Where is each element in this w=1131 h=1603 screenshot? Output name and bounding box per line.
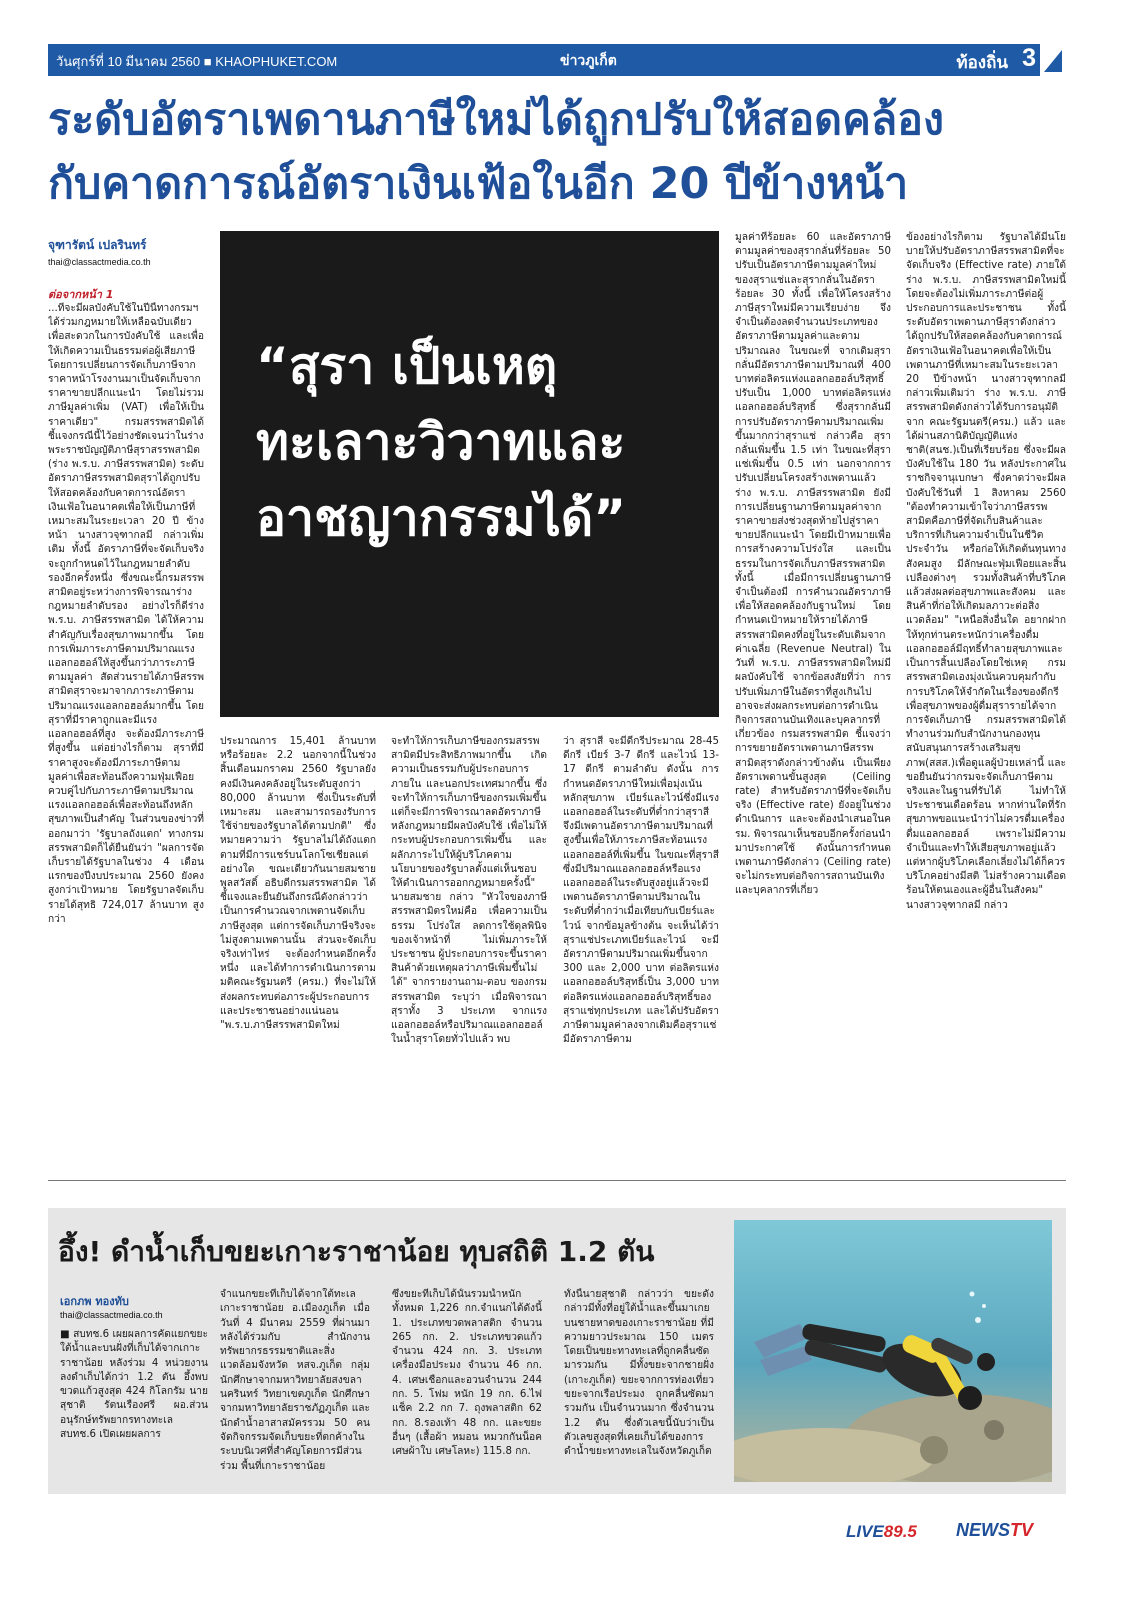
column-text: มูลค่าที่ร้อยละ 60 และอัตราภาษีตามมูลค่าของสุรากลั่นที่ร้อยละ 50 ปรับเป็นอัตราภาษีตามมูลค่าใหม่ของสุราแช่และสุรากลั่นในอัตราร้อยละ 30 ทั้งนี้ เพื่อให้โครงสร้างภาษีสุราใหม่มีความเรียบง่าย จึงจำเป็นต้องลดจำนวนประเภทของอัตราภาษีตามมูลค่าและตามปริมาณลง ในขณะที่ จากเดิมสุรากลั่นมีอัตราภาษีตามปริมาณที่ 400 บาทต่อลิตรแห่งแอลกอฮอล์บริสุทธิ์ปรับเป็น 1,000 บาทต่อลิตรแห่งแอลกอฮอล์บริสุทธิ์ ซึ่งสุรากลั่นมีการปรับอัตราภาษีตามปริมาณเพิ่มขึ้นมากกว่าสุราแช่ กล่าวคือ สุรากลั่นเพิ่มขึ้น 1.5 เท่า ในขณะที่สุราแช่เพิ่มขึ้น 0.5 เท่า นอกจากการปรับเปลี่ยนโครงสร้างเพดานแล้ว ร่าง พ.ร.บ. ภาษีสรรพสามิต ยังมีการเปลี่ยนฐานภาษีตามมูลค่าจากราคาขายส่งช่วงสุดท้ายไปสู่ราคาขายปลีกแนะนำ โดยมีเป้าหมายเพื่อการสร้างความโปร่งใส และเป็นธรรมในการจัดเก็บภาษีสรรพสามิตทั้งนี้ เมื่อมีการเปลี่ยนฐานภาษีจำเป็นต้องมี การคำนวณอัตราภาษีเพื่อให้สอดคล้องกับฐานใหม่ โดยกำหนดเป้าหมายให้รายได้ภาษีสรรพสามิตคงที่อยู่ในระดับเดิมจากค่าเฉลี่ย (Revenue Neutral) ในวันที่ พ.ร.บ. ภาษีสรรพสามิตใหม่มีผลบังคับใช้ จากข้อสงสัยที่ว่า การปรับเพิ่มภาษีในอัตราที่สูงเกินไป อาจจะส่งผลกระทบต่อการดำเนินกิจการสถานบันเทิงและบุคลากรที่เกี่ยวข้อง กรมสรรพสามิต ชี้แจงว่า การขยายอัตราเพดานภาษีสรรพสามิตสุราดังกล่าวข้างต้น เป็นเพียงอัตราเพดานขั้นสูงสุด (Ceiling rate) สำหรับอัตราภาษีที่จะจัดเก็บจริง (Effective rate) ยังอยู่ในช่วงดำเนินการ และจะต้องนำเสนอในครม. พิจารณาเห็นชอบอีกครั้งก่อนนำมาประกาศใช้ ดังนั้นการกำหนดเพดานภาษีดังกล่าว (Ceiling rate) จะไม่กระทบต่อกิจการสถานบันเทิงและบุคลากรที่เกี่ยว xyxy=(735,232,891,897)
headline-line-1: ระดับอัตราเพดานภาษีใหม่ได้ถูกปรับให้สอดคล้อง xyxy=(48,95,945,145)
page-number: 3 xyxy=(1022,44,1036,72)
pull-quote-line-3: อาชญากรรมได้” xyxy=(256,489,627,547)
live-radio-logo: LIVE89.5 xyxy=(846,1522,917,1541)
secondary-email: thai@classactmedia.co.th xyxy=(60,1310,163,1320)
pull-quote-line-2: ทะเลาะวิวาทและ xyxy=(256,413,626,471)
section-name: ท้องถิ่น xyxy=(956,53,1008,72)
article-column-1 xyxy=(48,302,204,1162)
headline-line-2: กับคาดการณ์อัตราเงินเฟ้อในอีก 20 ปีข้างหน้า xyxy=(48,159,909,209)
column-text: ข้องอย่างไรก็ตาม รัฐบาลได้มีนโยบายให้ปรับอัตราภาษีสรรพสามิตที่จะจัดเก็บจริง (Effective rate) ภายใต้ร่าง พ.ร.บ. ภาษีสรรพสามิตใหม่นี้ โดยจะต้องไม่เพิ่มภาระภาษีต่อผู้ประกอบการและประชาชน ทั้งนี้ ระดับอัตราเพดานภาษีสุราดังกล่าวได้ถูกปรับให้สอดคล้องกับคาดการณ์อัตราเงินเฟ้อในอนาคตเพื่อให้เป็นเพดานภาษีที่เหมาะสมในระยะเวลา 20 ปีข้างหน้า นางสาวจุฑากลมี กล่าวเพิ่มเติมว่า ร่าง พ.ร.บ. ภาษีสรรพสามิตดังกล่าวได้รับการอนุมัติจาก คณะรัฐมนตรี(ครม.) แล้ว และได้ผ่านสภานิติบัญญัติแห่งชาติ(สนช.)เป็นที่เรียบร้อย ซึ่งจะมีผลบังคับใช้ใน 180 วัน หลังประกาศในราชกิจจานุเบกษา ซึ่งคาดว่าจะมีผลบังคับใช้วันที่ 1 สิงหาคม 2560 "ต้องทำความเข้าใจว่าภาษีสรรพสามิตคือภาษีที่จัดเก็บสินค้าและบริการที่เกินความจำเป็นในชีวิตประจำวัน หรือก่อให้เกิดต้นทุนทางสังคมสูง มีลักษณะฟุ่มเฟือยและสิ้นเปลืองต่างๆ รวมทั้งสินค้าที่บริโภคแล้วส่งผลต่อสุขภาพและสังคม และสินค้าที่ก่อให้เกิดมลภาวะต่อสิ่งแวดล้อม" "เหนือสิ่งอื่นใด อยากฝากให้ทุกท่านตระหนักว่าเครื่องดื่มแอลกอฮอล์มีฤทธิ์ทำลายสุขภาพและเป็นการสิ้นเปลืองโดยใช่เหตุ กรมสรรพสามิตเองมุ่งเน้นควบคุมกำกับการบริโภคให้จำกัดในเรื่องของดีกรี เพื่อสุขภาพของผู้ดื่มสุรารายได้จากการจัดเก็บภาษี กรมสรรพสามิตได้ทำงานร่วมกับสำนักงานกองทุนสนับสนุนการสร้างเสริมสุขภาพ(สสส.)เพื่อดูแลผู้ป่วยเหล่านี้ และขอยืนยันว่ากรมจะจัดเก็บภาษีตามจริงและในฐานที่รับได้ ไม่ทำให้ประชาชนเดือดร้อน หากท่านใดที่รักสุขภาพขอแนะนำว่าไม่ควรดื่มเครื่องดื่มแอลกอฮอล์ เพราะไม่มีความจำเป็นและทำให้เสียสุขภาพอยู่แล้ว แต่หากผู้บริโภคเลือกเลี่ยงไม่ได้ก็ควรบริโภคอย่างมีสติ ไม่สร้างความเดือดร้อนให้ตนเองและผู้อื่นในสังคม" นางสาวจุฑากลมี กล่าว xyxy=(906,232,1066,911)
secondary-column-4 xyxy=(564,1288,714,1488)
column-text: ว่า สุราสี จะมีดีกรีประมาณ 28-45 ดีกรี เบียร์ 3-7 ดีกรี และไวน์ 13-17 ดีกรี ตามลำดับ ดังนั้น การกำหนดอัตราภาษีใหม่เพื่อมุ่งเน้นหลักสุขภาพ เบียร์และไวน์ซึ่งมีแรงแอลกอฮอล์ในระดับที่ต่ำกว่าสุราสีจึงมีเพดานอัตราภาษีตามปริมาณที่สูงขึ้นเพื่อให้ภาระภาษีสะท้อนแรงแอลกอฮอล์ที่เพิ่มขึ้น ในขณะที่สุราสีซึ่งมีปริมาณแอลกอฮอล์หรือแรงแอลกอฮอล์ในระดับสูงอยู่แล้วจะมีเพดานอัตราภาษีตามปริมาณในระดับที่ต่ำกว่าเมื่อเทียบกับเบียร์และไวน์ จากข้อมูลข้างต้น จะเห็นได้ว่าสุราแช่ประเภทเบียร์และไวน์ จะมีอัตราภาษีตามปริมาณเพิ่มขึ้นจาก 300 และ 2,000 บาท ต่อลิตรแห่งแอลกอฮอล์บริสุทธิ์เป็น 3,000 บาท ต่อลิตรแห่งแอลกอฮอล์บริสุทธิ์ของสุราแช่ทุกประเภท และได้ปรับอัตราภาษีตามมูลค่าลงจากเดิมคือสุราแช่มีอัตราภาษีตาม xyxy=(563,736,719,1046)
secondary-author: เอกภพ ทองทับ xyxy=(60,1295,129,1308)
column-text: ทั้งนี้นายสุชาติ กล่าวว่า ขยะดังกล่าวมีทั้งที่อยู่ใต้น้ำและขึ้นมาเกยบนชายหาดของเกาะราชาน้อย ที่มีความยาวประมาณ 150 เมตร โดยเป็นขยะทางทะเลที่ถูกคลื่นซัดมารวมกัน มีทั้งขยะจากชายฝั่ง (เกาะภูเก็ต) ขยะจากการท่องเที่ยว ขยะจากเรือประมง ถูกคลื่นซัดมารวมกัน เป็นจำนวนมาก ซึ่งจำนวน 1.2 ตัน ซึ่งตัวเลขนี้นับว่าเป็นตัวเลขสูงสุดที่เคยเก็บได้ของการดำน้ำขยะทางทะเลในจังหวัดภูเก็ต xyxy=(564,1289,714,1458)
diver-photo xyxy=(734,1220,1052,1482)
column-text: ■ สบทช.6 เผยผลการคัดแยกขยะใต้น้ำและบนฝั่งที่เก็บได้จากเกาะราชาน้อย หลังร่วม 4 หน่วยงานลงดำเก็บได้กว่า 1.2 ตัน อึ้งพบขวดแก้วสูงสุด 424 กิโลกรัม นายสุชาติ รัตนเรืองศรี ผอ.ส่วนอนุรักษ์ทรัพยากรทางทะเล สบทช.6 เปิดเผยผลการ xyxy=(60,1329,208,1441)
column-text: จำแนกขยะที่เก็บได้จากใต้ทะเลเกาะราชาน้อย อ.เมืองภูเก็ต เมื่อวันที่ 4 มีนาคม 2559 ที่ผ่านมา หลังได้ร่วมกับ สำนักงานทรัพยากรธรรมชาติและสิ่งแวดล้อมจังหวัด หสจ.ภูเก็ต กลุ่มนักศึกษาจากมหาวิทยาลัยสงขลานครินทร์ วิทยาเขตภูเก็ต นักศึกษาจากมหาวิทยาลัยราชภัฏภูเก็ต และนักดำน้ำอาสาสมัครรวม 50 คน จัดกิจกรรมจัดเก็บขยะที่ตกค้างในระบบนิเวศที่สำคัญโดยการมีส่วนร่วม พื้นที่เกาะราชาน้อย xyxy=(220,1289,370,1472)
pull-quote-line-1: “สุรา เป็นเหตุ xyxy=(256,337,558,395)
main-headline xyxy=(48,88,1066,216)
footer-logos xyxy=(846,1518,1066,1548)
author-email: thai@classactmedia.co.th xyxy=(48,257,151,267)
column-text: ประมาณการ 15,401 ล้านบาท หรือร้อยละ 2.2 นอกจากนี้ในช่วงสิ้นเดือนมกราคม 2560 รัฐบาลยังคงมีเงินคงคลังอยู่ในระดับสูงกว่า 80,000 ล้านบาท ซึ่งเป็นระดับที่เหมาะสม และสามารถรองรับการใช้จ่ายของรัฐบาลได้ตามปกติ" ซึ่งหมายความว่า รัฐบาลไม่ได้ถังแตกตามที่มีการแชร์บนโลกโซเชียลแต่อย่างใด ขณะเดียวกันนายสมชาย พูลสวัสดิ์ อธิบดีกรมสรรพสามิต ได้ชี้แจงและยืนยันถึงกรณีดังกล่าวว่าเป็นการคำนวณจากเพดานจัดเก็บภาษีสูงสุด แต่การจัดเก็บภาษีจริงจะไม่สูงตามเพดานนั้น ส่วนจะจัดเก็บจริงเท่าไหร่ จะต้องกำหนดอีกครั้งหนึ่ง และได้ทำการดำเนินการตามมติคณะรัฐมนตรี (ครม.) ที่จะไม่ให้ส่งผลกระทบต่อภาระผู้ประกอบการและประชาชนอย่างแน่นอน "พ.ร.บ.ภาษีสรรพสามิตใหม่ xyxy=(220,736,376,1032)
article-column-2 xyxy=(220,735,376,1162)
page-header-bar xyxy=(48,44,1066,76)
masthead-logo: ข่าวภูเก็ต xyxy=(560,54,617,69)
issue-date: วันศุกร์ที่ 10 มีนาคม 2560 ■ KHAOPHUKET.COM xyxy=(56,54,338,69)
column-text: ...ที่จะมีผลบังคับใช้ในปีนี้ทางกรมฯ ได้ร่วมกฎหมายให้เหลือฉบับเดียว เพื่อสะดวกในการบังคับใช้ และเพื่อให้เกิดความเป็นธรรมต่อผู้เสียภาษี โดยการเปลี่ยนการจัดเก็บภาษีจากราคาหน้าโรงงานมาเป็นจัดเก็บจากราคาขายปลีกแนะนำ โดยไม่รวมภาษีมูลค่าเพิ่ม (VAT) เพื่อให้เป็นราคาเดียว" กรมสรรพสามิตได้ชี้แจงกรณีนี้ไว้อย่างชัดเจนว่าในร่างพระราชบัญญัติภาษีสุราสรรพสามิต (ร่าง พ.ร.บ. ภาษีสรรพสามิต) ระดับอัตราภาษีสรรพสามิตสุราได้ถูกปรับให้สอดคล้องกับคาดการณ์อัตราเงินเฟ้อในอนาคตเพื่อให้เป็นภาษีที่เหมาะสมในระยะเวลา 20 ปี ข้างหน้า นางสาวจุฑากลมี กล่าวเพิ่มเติม ทั้งนี้ อัตราภาษีที่จะจัดเก็บจริงจะถูกกำหนดไว้ในกฎหมายลำดับรองอีกครั้งหนึ่ง ซึ่งขณะนี้กรมสรรพสามิตอยู่ระหว่างการพิจารณาร่างกฎหมายลำดับรอง อย่างไรก็ดีร่าง พ.ร.บ. ภาษีสรรพสามิต ได้ให้ความสำคัญกับเรื่องสุขภาพมากขึ้น โดยการเพิ่มภาระภาษีตามปริมาณแรงแอลกอฮอล์ให้สูงขึ้นกว่าภาระภาษีตามมูลค่า สัดส่วนรายได้ภาษีสรรพสามิตสุราจะมาจากภาระภาษีตามปริมาณแรงแอลกอฮอล์มากขึ้น โดยสุราที่มีราคาถูกและมีแรงแอลกอฮอล์ที่สูง จะต้องมีภาระภาษีที่สูงขึ้น แต่อย่างไรก็ตาม สุราที่มีราคาสูงจะต้องมีภาระภาษีตามมูลค่าเพื่อสะท้อนถึงความฟุ่มเฟือยควบคู่ไปกับภาระภาษีตามปริมาณแรงแอลกอฮอล์เพื่อสะท้อนถึงหลักสุขภาพเป็นสำคัญ ในส่วนของข่าวที่ออกมาว่า 'รัฐบาลถังแตก' ทางกรมสรรพสามิตก็ได้ยืนยันว่า "ผลการจัดเก็บรายได้รัฐบาลในช่วง 4 เดือนแรกของปีงบประมาณ 2560 ยังคงสูงกว่าเป้าหมาย โดยรัฐบาลจัดเก็บรายได้สุทธิ 724,017 ล้านบาท สูงกว่า xyxy=(48,303,204,925)
column-text: จะทำให้การเก็บภาษีของกรมสรรพสามิตมีประสิทธิภาพมากขึ้น เกิดความเป็นธรรมกับผู้ประกอบการภายใน และนอกประเทศมากขึ้น ซึ่งจะทำให้การเก็บภาษีของกรมเพิ่มขึ้น แต่ก็จะมีการพิจารณาลดอัตราภาษีหลังกฎหมายมีผลบังคับใช้ เพื่อไม่ให้กระทบผู้ประกอบการเพิ่มขึ้น และผลักภาระไปให้ผู้บริโภคตามนโยบายของรัฐบาลตั้งแต่เห็นชอบให้ดำเนินการออกกฎหมายครั้งนี้" นายสมชาย กล่าว "หัวใจของภาษีสรรพสามิตรใหม่คือ เพื่อความเป็นธรรม โปร่งใส ลดการใช้ดุลพินิจของเจ้าหน้าที่ ไม่เพิ่มภาระให้ประชาชน ผู้ประกอบการจะขึ้นราคาสินค้าด้วยเหตุผลว่าภาษีเพิ่มขึ้นไม่ได้" จากรายงานถาม-ตอบ ของกรมสรรพสามิต ระบุว่า เมื่อพิจารณาสุราทั้ง 3 ประเภท จากแรงแอลกอฮอล์หรือปริมาณแอลกอฮอล์ในน้ำสุราโดยทั่วไปแล้ว พบ xyxy=(391,736,547,1046)
section-divider xyxy=(48,1180,1066,1181)
secondary-story xyxy=(48,1208,1066,1494)
secondary-column-2 xyxy=(220,1288,370,1488)
column-text: ซึ่งขยะที่เก็บได้นั้นรวมน้ำหนักทั้งหมด 1,226 กก.จำแนกได้ดังนี้ 1. ประเภทขวดพลาสติก จำนวน 265 กก. 2. ประเภทขวดแก้ว จำนวน 424 กก. 3. ประเภทเครื่องมือประมง จำนวน 46 กก. 4. เศษเชือกและอวนจำนวน 244 กก. 5. โฟม หนัก 19 กก. 6.ไฟแช็ค 2.2 กก 7. ถุงพลาสติก 62 กก. 8.รองเท้า 48 กก. และขยะอื่นๆ (เสื้อผ้า หมอน หมวกกันน็อค เศษผ้าใบ เศษโลหะ) 115.8 กก. xyxy=(392,1289,542,1458)
article-column-6 xyxy=(906,231,1066,1162)
author-name: จุฑารัตน์ เปลรินทร์ xyxy=(48,238,147,252)
article-column-3 xyxy=(391,735,547,1162)
byline xyxy=(48,236,204,267)
secondary-column-1 xyxy=(60,1328,208,1488)
secondary-byline xyxy=(60,1292,163,1320)
corner-arrow-icon xyxy=(1040,44,1066,76)
news-tv-logo: NEWSTV xyxy=(956,1520,1034,1540)
secondary-column-3 xyxy=(392,1288,542,1488)
article-column-4 xyxy=(563,735,719,1162)
secondary-headline: อึ้ง! ดำน้ำเก็บขยะเกาะราชาน้อย ทุบสถิติ 1.2 ตัน xyxy=(58,1235,655,1268)
continued-label: ต่อจากหน้า 1 xyxy=(48,288,114,301)
pull-quote xyxy=(220,231,719,717)
article-column-5 xyxy=(735,231,891,1162)
